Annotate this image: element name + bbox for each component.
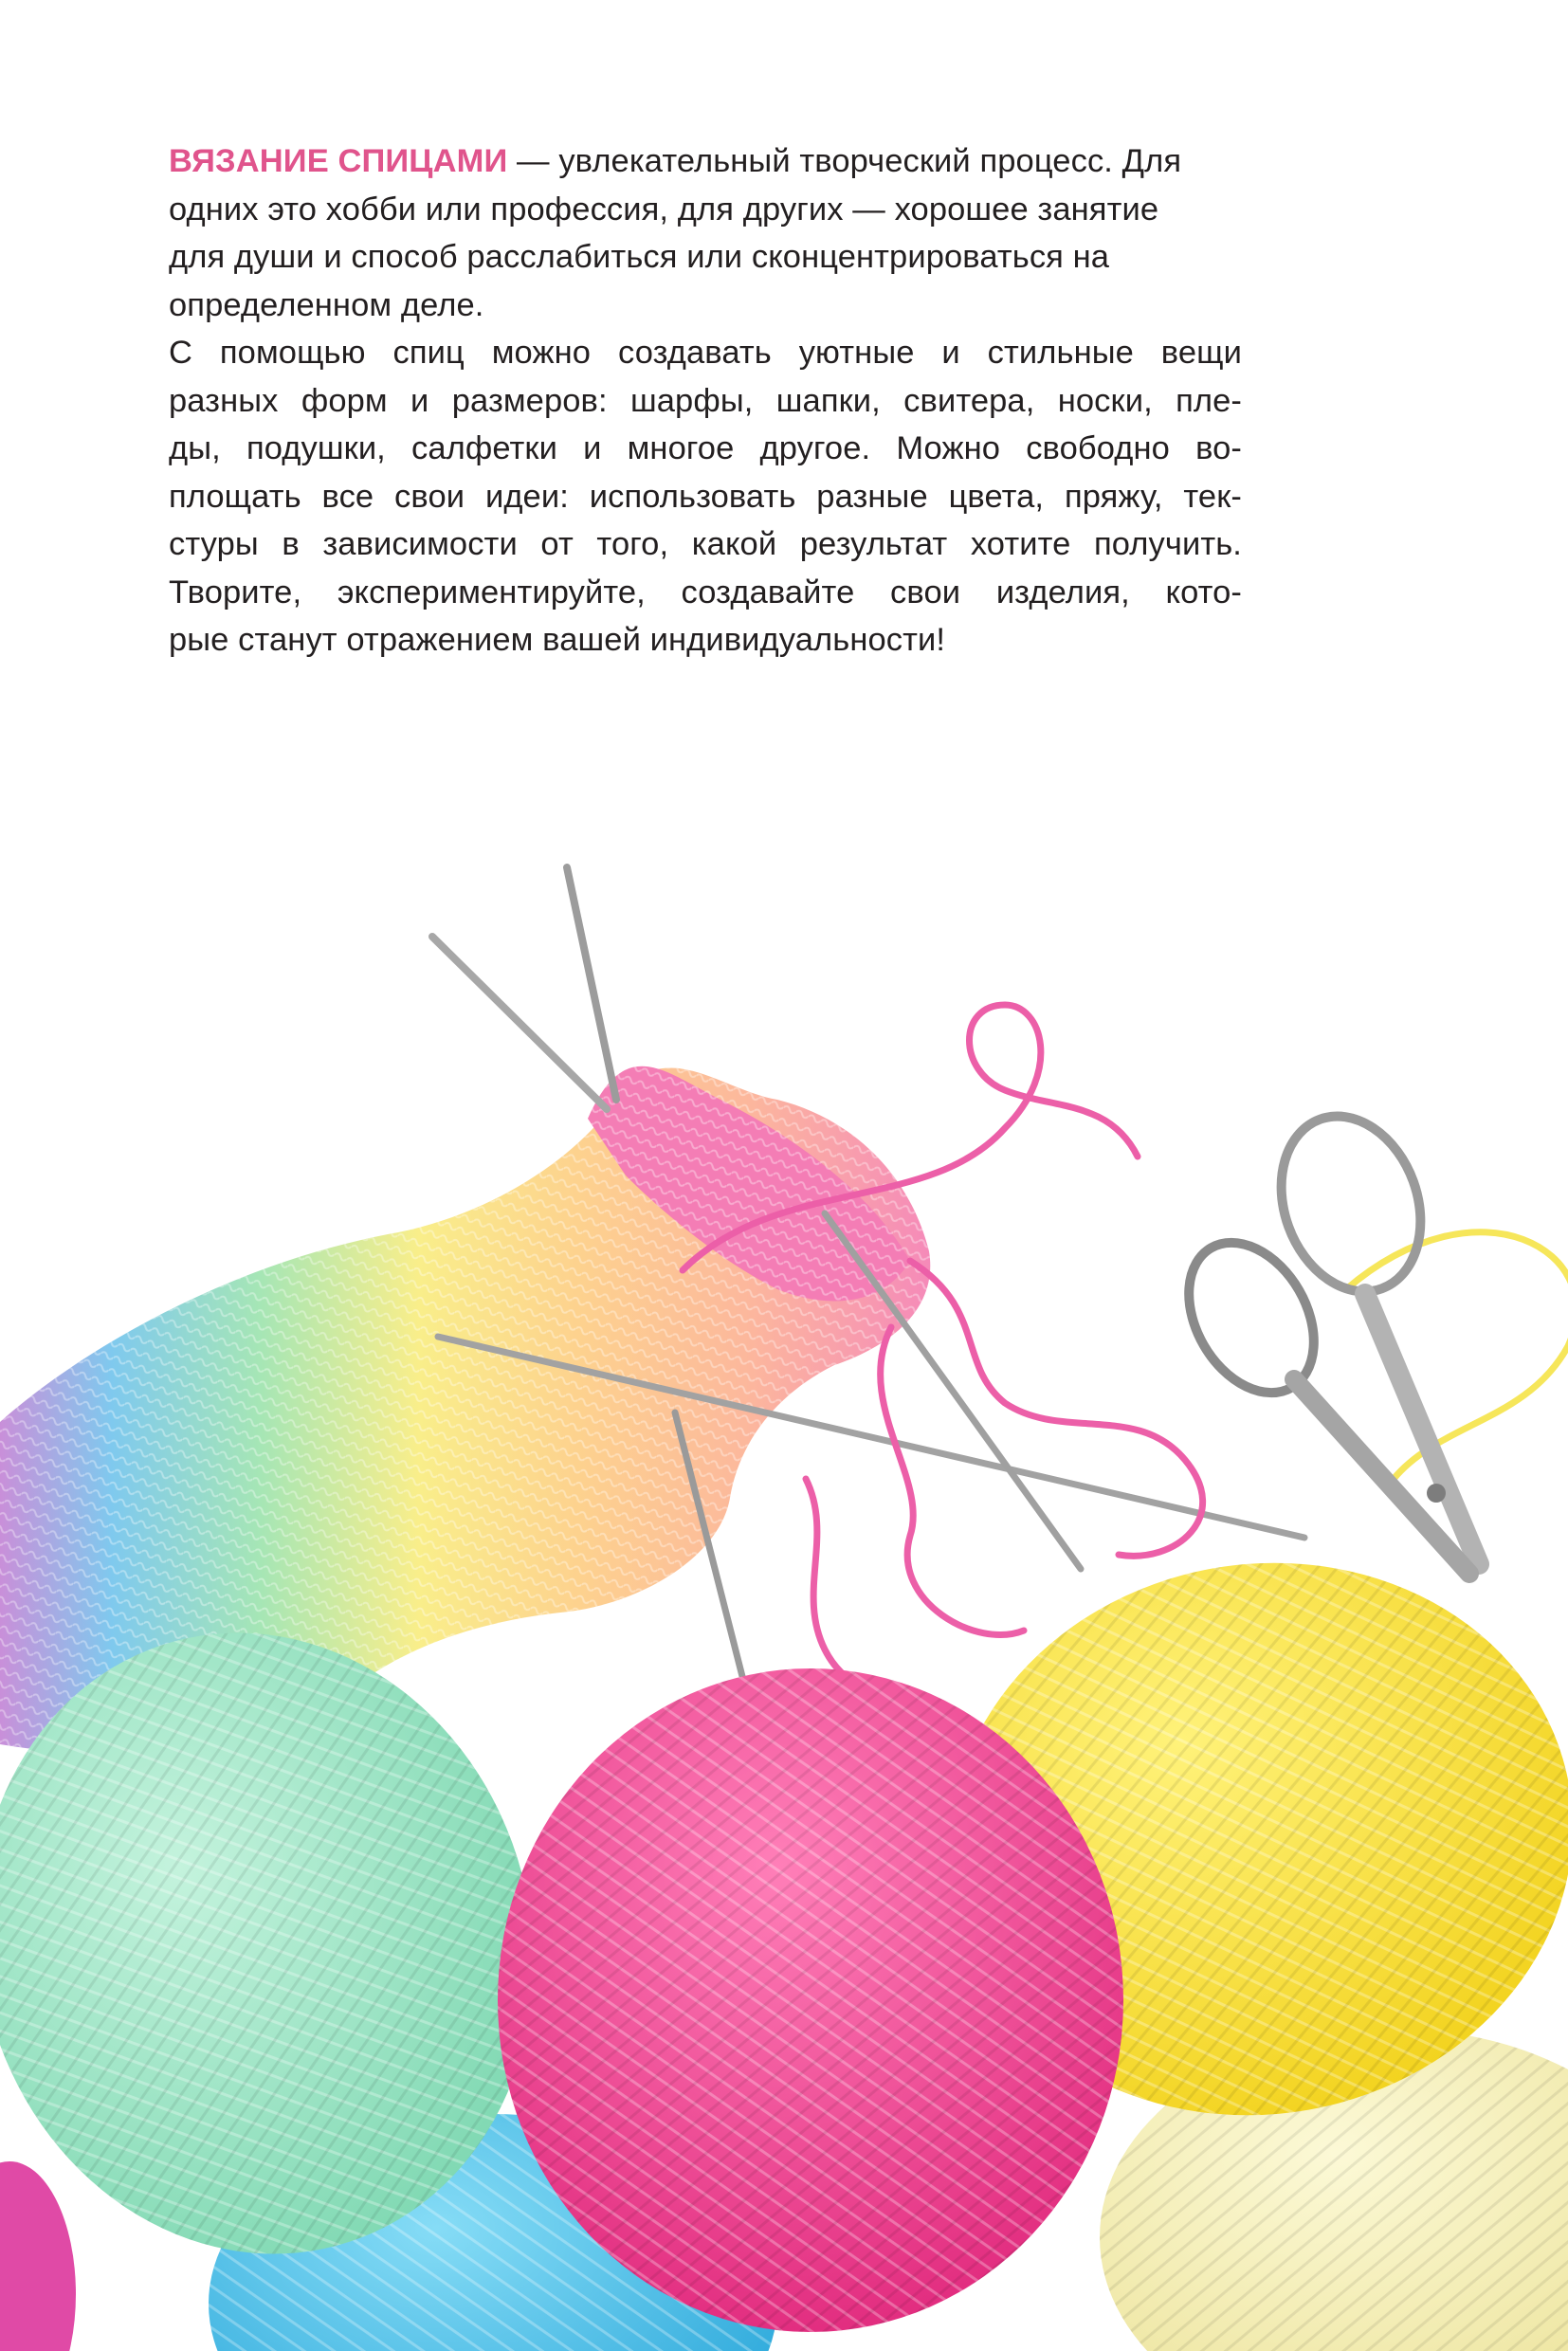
knitted-piece: [0, 1066, 930, 1756]
body-paragraph: [169, 329, 1242, 665]
yarn-balls: [0, 1514, 1568, 2351]
body-line-5: стуры в зависимости от того, какой результат хотите получить.: [169, 526, 1242, 562]
intro-line-1-rest: — увлекательный творческий процесс. Для: [507, 143, 1182, 179]
intro-line-2: одних это хобби или профессия, для других — хорошее занятие: [169, 191, 1159, 228]
body-line-7: рые станут отражением вашей индивидуальности!: [169, 622, 946, 658]
text-block: [169, 137, 1242, 665]
intro-paragraph: [169, 137, 1242, 329]
yellow-loose-yarn: [1346, 1232, 1568, 1479]
body-line-6: Творите, экспериментируйте, создавайте свои изделия, кото-: [169, 574, 1242, 611]
knitting-photo: [0, 815, 1568, 2351]
body-line-2: разных форм и размеров: шарфы, шапки, свитера, носки, пле-: [169, 382, 1242, 419]
scissors: [1163, 1097, 1479, 1574]
body-line-3: ды, подушки, салфетки и многое другое. Можно свободно во-: [169, 430, 1242, 466]
intro-line-3: для души и способ расслабиться или сконцентрироваться на: [169, 239, 1110, 275]
body-line-1: С помощью спиц можно создавать уютные и стильные вещи: [169, 335, 1242, 371]
lead-phrase: ВЯЗАНИЕ СПИЦАМИ: [169, 143, 508, 179]
knitting-illustration: [0, 815, 1568, 2351]
body-line-4: площать все свои идеи: использовать разные цвета, пряжу, тек-: [169, 478, 1242, 515]
yarn-ball-magenta: [0, 2161, 76, 2351]
intro-line-4: определенном деле.: [169, 286, 484, 323]
intro-line-1: [169, 137, 1242, 186]
